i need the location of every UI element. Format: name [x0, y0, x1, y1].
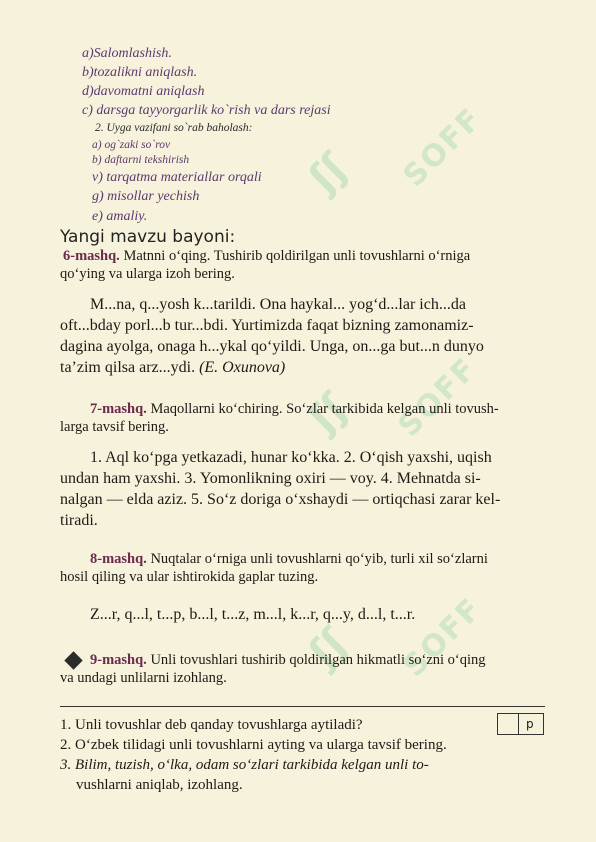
exercise-8-number: 8-mashq.	[90, 551, 147, 567]
questions-box-divider	[518, 713, 519, 735]
question-item: 3. Bilim, tuzish, o‘lka, odam so‘zlari tarkibida kelgan unli to-	[60, 757, 429, 773]
lesson-step: d)davomatni aniqlash	[82, 84, 205, 99]
exercise-6-number: 6-mashq.	[63, 248, 120, 264]
exercise-8-instruction-line: Nuqtalar o‘rniga unli tovushlarni qo‘yib, turli xil so‘zlarni	[146, 551, 488, 567]
question-item: 2. O‘zbek tilidagi unli tovushlarni ayting va ularga tavsif bering.	[60, 737, 447, 753]
exercise-6-text	[60, 294, 545, 378]
homework-heading: 2. Uyga vazifani so`rab baholash:	[95, 122, 253, 134]
exercise-6-author: (E. Oxunova)	[199, 359, 286, 376]
lesson-step: c) darsga tayyorgarlik ko`rish va dars rejasi	[82, 103, 331, 118]
exercise-6-line: dagina ayolga, onaga h...ykal qo‘yildi. Unga, on...ga but...n dunyo	[60, 338, 484, 355]
watermark-text: SOFF	[396, 101, 490, 194]
homework-item: e) amaliy.	[92, 209, 148, 224]
exercise-9-number: 9-mashq.	[90, 652, 147, 668]
homework-item: a) og`zaki so`rov	[92, 139, 171, 151]
lesson-step: b)tozalikni aniqlash.	[82, 65, 198, 80]
exercise-7-line: tiradi.	[60, 512, 98, 529]
exercise-6-instruction	[60, 247, 545, 283]
questions-box	[497, 713, 544, 735]
exercise-9-instruction-line: Unli tovushlari tushirib qoldirilgan hikmatli so‘zni o‘qing	[146, 652, 486, 668]
exercise-6-instruction-line: Matnni o‘qing. Tushirib qoldirilgan unli tovushlarni o‘rniga	[119, 248, 471, 264]
exercise-6-instruction-line: qo‘ying va ularga izoh bering.	[60, 266, 235, 282]
watermark-text: SOFF	[396, 591, 490, 684]
exercise-8-instruction	[60, 550, 545, 586]
exercise-7-instruction	[60, 400, 545, 436]
watermark-logo: ʃʃ	[300, 619, 357, 677]
exercise-7-number: 7-mashq.	[90, 401, 147, 417]
exercise-7-line: 1. Aql ko‘pga yetkazadi, hunar ko‘kka. 2. O‘qish yaxshi, uqish	[90, 449, 492, 466]
homework-item: g) misollar yechish	[92, 189, 200, 204]
exercise-7-instruction-line: larga tavsif bering.	[60, 419, 169, 435]
new-topic-heading: Yangi mavzu bayoni:	[60, 227, 236, 247]
homework-item: b) daftarni tekshirish	[92, 154, 190, 166]
question-item: vushlarni aniqlab, izohlang.	[76, 777, 243, 793]
lesson-step: a)Salomlashish.	[82, 46, 172, 61]
question-item: 1. Unli tovushlar deb qanday tovushlarga aytiladi?	[60, 717, 363, 733]
exercise-8-instruction-line: hosil qiling va ular ishtirokida gaplar tuzing.	[60, 569, 319, 585]
exercise-7-instruction-line: Maqollarni ko‘chiring. So‘zlar tarkibida kelgan unli tovush-	[146, 401, 499, 417]
watermark-logo: ʃʃ	[300, 144, 357, 202]
exercise-8-text: Z...r, q...l, t...p, b...l, t...z, m...l, k...r, q...y, d...l, t...r.	[90, 606, 416, 623]
exercise-6-line: M...na, q...yosh k...tarildi. Ona haykal... yog‘d...lar ich...da	[90, 296, 466, 313]
exercise-7-line: nalgan — elda aziz. 5. So‘z doriga o‘xshaydi — ortiqchasi zarar kel-	[60, 491, 501, 508]
exercise-9-instruction	[60, 651, 545, 687]
exercise-6-line: ta’zim qilsa arz...ydi.	[60, 359, 196, 376]
questions-label: p	[526, 717, 534, 731]
exercise-6-line: oft...bday porl...b tur...bdi. Yurtimizda faqat bizning zamonamiz-	[60, 317, 474, 334]
exercise-7-line: undan ham yaxshi. 3. Yomonlikning oxiri — voy. 4. Mehnatda si-	[60, 470, 481, 487]
exercise-9-instruction-line: va undagi unlilarni izohlang.	[60, 670, 227, 686]
exercise-7-text	[60, 447, 545, 531]
watermark-logo: ʃʃ	[300, 384, 357, 442]
homework-item: v) tarqatma materiallar orqali	[92, 170, 262, 185]
watermark-text: SOFF	[391, 351, 485, 444]
questions-divider	[60, 706, 545, 707]
